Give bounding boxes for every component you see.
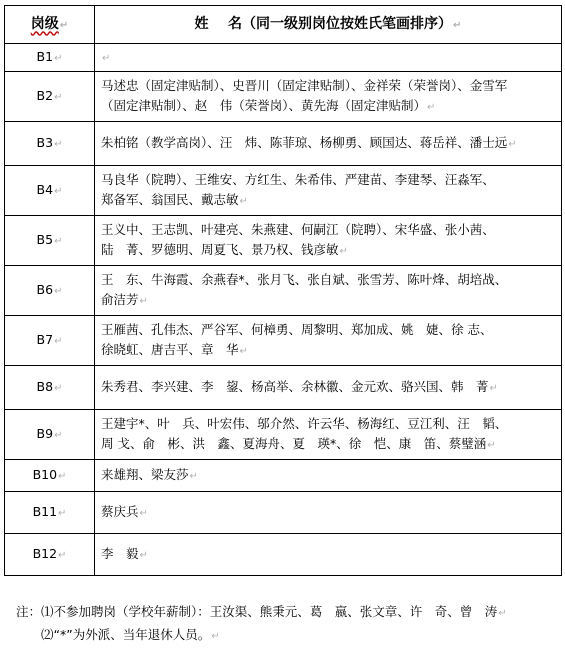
paragraph-mark-icon: ↵ [54, 235, 63, 247]
grade-label: B2 [36, 87, 54, 103]
header-names-label: 姓 名（同一级别岗位按姓氏笔画排序） [194, 15, 453, 32]
paragraph-mark-icon: ↵ [211, 631, 220, 642]
footnote-1 [16, 601, 561, 624]
paragraph-mark-icon: ↵ [54, 429, 63, 441]
names-cell [95, 122, 562, 166]
grade-cell [5, 410, 95, 460]
grade-label: B3 [36, 134, 54, 150]
names-line [101, 96, 561, 118]
grade-label: B10 [32, 466, 58, 482]
names-line [101, 270, 561, 290]
names-line [101, 414, 561, 434]
table-row [5, 492, 562, 534]
names-line [101, 240, 561, 262]
table-row [5, 316, 562, 366]
paragraph-mark-icon: ↵ [58, 549, 67, 561]
grade-label: B7 [36, 331, 54, 347]
grade-label: B8 [36, 378, 54, 394]
paragraph-mark-icon: ↵ [58, 507, 67, 519]
paragraph-mark-icon: ↵ [453, 19, 462, 31]
footnotes [16, 601, 561, 647]
paragraph-mark-icon: ↵ [54, 91, 63, 103]
table-row [5, 122, 562, 166]
paragraph-mark-icon: ↵ [139, 549, 148, 561]
names-line [101, 220, 561, 240]
names-text: 马述忠（固定津贴制）、史晋川（固定津贴制）、金祥荣（荣誉岗）、金雪军 [101, 77, 508, 93]
header-grade-cell [5, 6, 95, 44]
names-text: 朱柏铭（教学高岗）、汪 炜、陈菲琼、杨柳勇、顾国达、蒋岳祥、潘士远 [101, 134, 508, 150]
footnote-2-text: ⑵“*”为外派、当年退休人员。 [41, 627, 211, 642]
grade-cell [5, 460, 95, 492]
names-line [101, 320, 561, 340]
paragraph-mark-icon: ↵ [54, 335, 63, 347]
table-row [5, 460, 562, 492]
grade-label: B1 [36, 48, 54, 64]
names-cell [95, 492, 562, 534]
names-text: 周 戈、俞 彬、洪 鑫、夏海舟、夏 瑛*、徐 恺、康 笛、蔡璧涵 [101, 435, 487, 451]
table-row [5, 410, 562, 460]
names-cell [95, 266, 562, 316]
names-text: 来雄翔、梁友莎 [101, 466, 189, 482]
names-text: 李 毅 [101, 545, 139, 561]
grade-label: B5 [36, 231, 54, 247]
names-line [101, 290, 561, 312]
paragraph-mark-icon: ↵ [139, 507, 148, 519]
grade-cell [5, 72, 95, 122]
paragraph-mark-icon: ↵ [189, 470, 198, 482]
names-text: 朱秀君、李兴建、李 鋆、杨高举、余林徽、金元欢、骆兴国、韩 菁 [101, 378, 489, 394]
grade-cell [5, 216, 95, 266]
paragraph-mark-icon: ↵ [54, 285, 63, 297]
header-names-cell [95, 6, 562, 44]
paragraph-mark-icon: ↵ [427, 101, 436, 113]
grade-label: B4 [36, 181, 54, 197]
grade-cell [5, 266, 95, 316]
names-line [101, 340, 561, 362]
paragraph-mark-icon: ↵ [489, 382, 498, 394]
table-row [5, 44, 562, 72]
names-text: 王义中、王志凯、叶建亮、朱燕建、何嗣江（院聘）、宋华盛、张小茜、 [101, 221, 495, 237]
header-grade-label: 岗级 [30, 15, 59, 32]
paragraph-mark-icon: ↵ [498, 608, 507, 619]
grade-label: B12 [32, 545, 58, 561]
grade-cell [5, 534, 95, 576]
names-text: （固定津贴制）、赵 伟（荣誉岗）、黄先海（固定津贴制） [101, 97, 427, 113]
names-line [101, 434, 561, 456]
table-row [5, 266, 562, 316]
grade-label: B9 [36, 425, 54, 441]
paragraph-mark-icon: ↵ [508, 138, 517, 150]
paragraph-mark-icon: ↵ [54, 382, 63, 394]
grade-cell [5, 492, 95, 534]
paragraph-mark-icon: ↵ [58, 470, 67, 482]
names-cell [95, 166, 562, 216]
grade-cell [5, 122, 95, 166]
names-text: 陆 菁、罗德明、周夏飞、景乃权、钱彦敏 [101, 241, 339, 257]
table-row [5, 166, 562, 216]
paragraph-mark-icon: ↵ [239, 345, 248, 357]
names-cell [95, 410, 562, 460]
names-text: 王 东、牛海霞、余燕春*、张月飞、张自斌、张雪芳、陈叶烽、胡培战、 [101, 271, 508, 287]
paragraph-mark-icon: ↵ [54, 52, 63, 64]
grade-cell [5, 166, 95, 216]
names-line [101, 47, 561, 69]
paragraph-mark-icon: ↵ [54, 185, 63, 197]
names-text: 郑备军、翁国民、戴志敏 [101, 191, 239, 207]
names-line [101, 133, 561, 155]
paragraph-mark-icon: ↵ [102, 52, 111, 64]
paragraph-mark-icon: ↵ [59, 19, 69, 31]
names-line [101, 502, 561, 524]
table-row [5, 366, 562, 410]
paragraph-mark-icon: ↵ [487, 439, 496, 451]
names-line [101, 170, 561, 190]
names-cell [95, 216, 562, 266]
grade-cell [5, 366, 95, 410]
names-cell [95, 316, 562, 366]
grade-cell [5, 316, 95, 366]
paragraph-mark-icon: ↵ [54, 138, 63, 150]
footnote-2 [16, 624, 561, 647]
names-text: 马良华（院聘）、王维安、方红生、朱希伟、严建苗、李建琴、汪淼军、 [101, 171, 495, 187]
paragraph-mark-icon: ↵ [339, 245, 348, 257]
names-line [101, 377, 561, 399]
table-row [5, 534, 562, 576]
names-line [101, 190, 561, 212]
names-text: 王雁茜、孔伟杰、严谷军、何樟勇、周黎明、郑加成、姚 婕、徐 志、 [101, 321, 493, 337]
table-row [5, 72, 562, 122]
header-row [5, 6, 562, 44]
names-cell [95, 366, 562, 410]
names-line [101, 544, 561, 566]
grade-cell [5, 44, 95, 72]
staff-grade-table [4, 5, 562, 576]
names-text: 徐晓虹、唐吉平、章 华 [101, 341, 239, 357]
names-cell [95, 534, 562, 576]
names-text: 蔡庆兵 [101, 503, 139, 519]
grade-label: B6 [36, 281, 54, 297]
names-line [101, 76, 561, 96]
names-cell [95, 44, 562, 72]
grade-label: B11 [32, 503, 58, 519]
names-cell [95, 72, 562, 122]
paragraph-mark-icon: ↵ [239, 195, 248, 207]
names-text: 王建宇*、叶 兵、叶宏伟、邬介然、许云华、杨海红、豆江利、汪 韬、 [101, 415, 508, 431]
paragraph-mark-icon: ↵ [139, 295, 148, 307]
names-cell [95, 460, 562, 492]
footnote-1-text: 注：⑴不参加聘岗（学校年薪制）：王汝渠、熊秉元、葛 嬴、张文章、许 奇、曾 涛 [16, 604, 498, 619]
names-line [101, 465, 561, 487]
names-text: 俞洁芳 [101, 291, 139, 307]
table-row [5, 216, 562, 266]
